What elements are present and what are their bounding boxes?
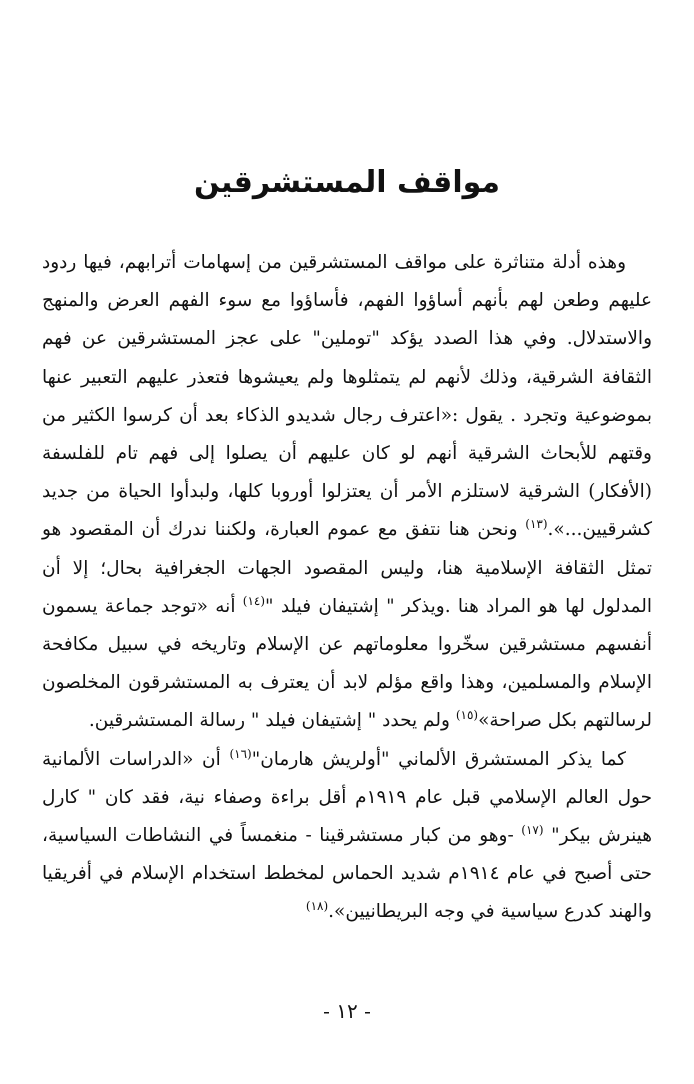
page-number: - ١٢ - (323, 999, 371, 1023)
paragraph-2 (42, 741, 652, 932)
footnote-ref-18: (١٨) (305, 899, 329, 914)
footnote-ref-15: (١٥) (455, 708, 479, 723)
footnote-ref-16: (١٦) (229, 746, 252, 761)
paragraph-1-text-d: ولم يحدد " إشتيفان فيلد " رسالة المستشرقين. (88, 710, 456, 732)
footnote-ref-17: (١٧) (521, 822, 544, 837)
chapter-title: مواقف المستشرقين (194, 165, 500, 200)
body-text (42, 244, 652, 932)
paragraph-1-text-b: ونحن هنا نتفق مع عموم العبارة، ولكننا ندرك أن المقصود هو تمثل الثقافة الإسلامية هنا، وليس المقصود الجهات الجغرافية بحال؛ إلا أن المدلول لها هو المراد هنا .ويذكر " إشتيفان فيلد " (42, 519, 653, 617)
paragraph-1-text-c: أنه «توجد جماعة يسمون أنفسهم مستشرقين سخّروا معلوماتهم عن الإسلام وتاريخه في سبيل مكافحة الإسلام والمسلمين، وهذا واقع مؤلم لابد أن يعترف به المستشرقون المخلصون لرسالتهم بكل صراحة» (42, 595, 652, 732)
paragraph-1 (42, 244, 652, 741)
paragraph-1-text-a: وهذه أدلة متناثرة على مواقف المستشرقين من إسهامات أترابهم، فيها ردود عليهم وطعن لهم بأنهم أساؤوا الفهم، فأساؤوا مع سوء الفهم العرض والمنهج والاستدلال. وفي هذا الصدد يؤكد "توملين" على عجز المستشرقين عن فهم الثقافة الشرقية، وذلك لأنهم لم يتمثلوها ولم يعيشوها فتعذر عليهم التعبير عنها بموضوعية وتجرد . يقول :«اعترف رجال شديدو الذكاء بعد أن كرسوا الكثير من وقتهم للأبحاث الشرقية أنهم لو كان عليهم أن يصلوا إلى فهم تام للفلسفة (الأفكار) الشرقية لاستلزم الأمر أن يعتزلوا أوروبا كلها، ولبدأوا الحياة من جديد كشرقيين...». (42, 252, 652, 541)
footnote-ref-13: (١٣) (525, 517, 548, 532)
paragraph-2-text-c: -وهو من كبار مستشرقينا - منغمساً في النشاطات السياسية، حتى أصبح في عام ١٩١٤م شديد الحماس لمخطط استخدام الإسلام في أفريقيا والهند كدرع سياسية في وجه البريطانيين». (42, 825, 653, 923)
paragraph-2-text-b: أن «الدراسات الألمانية حول العالم الإسلامي قبل عام ١٩١٩م أقل براءة وصفاء نية، فقد كان " كارل هينرش بيكر" (42, 748, 653, 847)
footnote-ref-14: (١٤) (242, 593, 266, 608)
paragraph-2-text-a: كما يذكر المستشرق الألماني "أولريش هارمان" (251, 748, 626, 770)
